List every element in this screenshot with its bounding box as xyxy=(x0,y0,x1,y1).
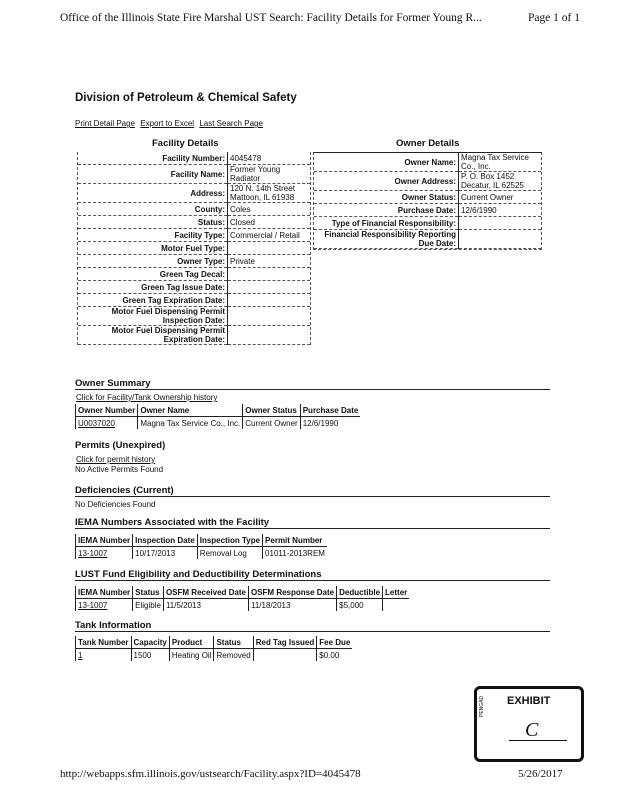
iema-grid xyxy=(75,534,327,559)
iema-cell: 10/17/2013 xyxy=(133,547,198,560)
exhibit-side-text: PENGAD xyxy=(479,695,485,717)
page-number: Page 1 of 1 xyxy=(527,12,580,24)
facility-detail-row xyxy=(78,184,310,203)
facility-detail-value: Commercial / Retail xyxy=(228,229,311,242)
owner-summary-column-header: Owner Status xyxy=(243,404,300,417)
tank-info-heading: Tank Information xyxy=(75,620,550,632)
lust-column-header: Status xyxy=(133,586,164,599)
facility-detail-row xyxy=(78,242,310,255)
owner-detail-value xyxy=(459,230,542,249)
print-header-title: Office of the Illinois State Fire Marshal UST Search: Facility Details for Former Young R... xyxy=(60,12,482,24)
facility-detail-row xyxy=(78,268,310,281)
iema-heading: IEMA Numbers Associated with the Facility xyxy=(75,517,550,529)
owner-detail-row xyxy=(314,204,541,217)
lust-cell: 11/5/2013 xyxy=(163,599,248,612)
owner-summary-header-row xyxy=(76,404,361,417)
facility-detail-label: Facility Name: xyxy=(78,165,228,184)
facility-detail-row xyxy=(78,203,310,216)
permits-heading: Permits (Unexpired) xyxy=(75,440,166,451)
facility-detail-label: Address: xyxy=(78,184,228,203)
owner-detail-value: P. O. Box 1452 Decatur, IL 62525 xyxy=(459,172,542,191)
export-excel-link[interactable]: Export to Excel xyxy=(140,119,195,128)
owner-summary-column-header: Purchase Date xyxy=(300,404,360,417)
owner-detail-label: Financial Responsibility Reporting Due Date: xyxy=(314,230,459,249)
facility-detail-label: Motor Fuel Dispensing Permit Inspection Date: xyxy=(78,307,228,326)
facility-detail-label: Status: xyxy=(78,216,228,229)
facility-details-heading: Facility Details xyxy=(152,138,219,149)
tank-column-header: Capacity xyxy=(131,636,169,649)
owner-detail-row xyxy=(314,153,541,172)
facility-detail-label: County: xyxy=(78,203,228,216)
owner-details-heading: Owner Details xyxy=(396,138,460,149)
owner-details-panel xyxy=(313,152,542,250)
tank-column-header: Product xyxy=(169,636,214,649)
facility-detail-row xyxy=(78,294,310,307)
facility-detail-label: Green Tag Decal: xyxy=(78,268,228,281)
tank-table xyxy=(75,636,352,661)
owner-detail-label: Type of Financial Responsibility: xyxy=(314,217,459,230)
iema-header-row xyxy=(76,534,327,547)
permits-none-text: No Active Permits Found xyxy=(75,465,164,474)
owner-detail-row xyxy=(314,230,541,249)
owner-summary-row xyxy=(76,417,361,430)
tank-cell: Heating Oil xyxy=(169,649,214,662)
facility-detail-row xyxy=(78,152,310,165)
facility-details-panel xyxy=(77,152,311,345)
facility-detail-row xyxy=(78,216,310,229)
iema-cell: 01011-2013REM xyxy=(263,547,327,560)
facility-detail-label: Motor Fuel Type: xyxy=(78,242,228,255)
facility-details-table xyxy=(78,152,310,345)
exhibit-letter: C xyxy=(525,719,539,741)
facility-detail-value: Closed xyxy=(228,216,311,229)
owner-detail-label: Owner Address: xyxy=(314,172,459,191)
owner-summary-cell: Current Owner xyxy=(243,417,300,430)
lust-column-header: Letter xyxy=(383,586,410,599)
owner-summary-grid xyxy=(75,404,360,429)
lust-header-row xyxy=(76,586,410,599)
tank-column-header: Red Tag Issued xyxy=(253,636,317,649)
owner-summary-column-header: Owner Number xyxy=(76,404,138,417)
lust-column-header: OSFM Response Date xyxy=(248,586,336,599)
owner-detail-value xyxy=(459,217,542,230)
footer-url: http://webapps.sfm.illinois.gov/ustsearch/Facility.aspx?ID=4045478 xyxy=(60,768,361,780)
lust-cell xyxy=(383,599,410,612)
exhibit-line xyxy=(509,740,567,741)
tank-column-header: Fee Due xyxy=(317,636,353,649)
iema-table xyxy=(75,534,327,559)
owner-summary-cell[interactable]: U0037020 xyxy=(76,417,138,430)
owner-detail-value: Current Owner xyxy=(459,191,542,204)
iema-cell[interactable]: 13-1007 xyxy=(76,547,133,560)
lust-heading: LUST Fund Eligibility and Deductibility Determinations xyxy=(75,569,550,581)
lust-cell[interactable]: 13-1007 xyxy=(76,599,133,612)
deficiencies-none-text: No Deficiencies Found xyxy=(75,500,156,509)
tank-cell: $0.00 xyxy=(317,649,353,662)
owner-detail-value: Magna Tax Service Co., Inc. xyxy=(459,153,542,172)
print-header xyxy=(60,12,580,24)
facility-detail-value xyxy=(228,307,311,326)
facility-detail-value: 120 N. 14th Street Mattoon, IL 61938 xyxy=(228,184,311,203)
facility-detail-value xyxy=(228,281,311,294)
owner-detail-value: 12/6/1990 xyxy=(459,204,542,217)
iema-column-header: Inspection Date xyxy=(133,534,198,547)
lust-grid xyxy=(75,586,409,611)
owner-detail-row xyxy=(314,172,541,191)
iema-column-header: Inspection Type xyxy=(197,534,262,547)
facility-detail-label: Green Tag Issue Date: xyxy=(78,281,228,294)
tank-row xyxy=(76,649,353,662)
facility-detail-value xyxy=(228,268,311,281)
facility-detail-value: 4045478 xyxy=(228,152,311,165)
ownership-history-link[interactable]: Click for Facility/Tank Ownership history xyxy=(76,393,218,402)
facility-detail-label: Owner Type: xyxy=(78,255,228,268)
owner-summary-heading: Owner Summary xyxy=(75,378,550,390)
facility-detail-value: Coles xyxy=(228,203,311,216)
lust-table xyxy=(75,586,409,611)
page-links xyxy=(75,119,266,128)
footer-date: 5/26/2017 xyxy=(518,768,563,780)
last-search-link[interactable]: Last Search Page xyxy=(199,119,263,128)
tank-header-row xyxy=(76,636,353,649)
tank-cell xyxy=(253,649,317,662)
lust-row xyxy=(76,599,410,612)
owner-summary-column-header: Owner Name xyxy=(138,404,243,417)
lust-cell: 11/18/2013 xyxy=(248,599,336,612)
permit-history-link[interactable]: Click for permit history xyxy=(76,455,156,464)
owner-summary-table xyxy=(75,404,360,429)
facility-detail-value xyxy=(228,294,311,307)
owner-detail-label: Owner Status: xyxy=(314,191,459,204)
lust-column-header: Deductible xyxy=(337,586,383,599)
facility-detail-label: Facility Type: xyxy=(78,229,228,242)
facility-detail-row xyxy=(78,281,310,294)
facility-detail-value xyxy=(228,242,311,255)
tank-cell: Removed xyxy=(214,649,253,662)
owner-detail-row xyxy=(314,191,541,204)
owner-detail-label: Purchase Date: xyxy=(314,204,459,217)
lust-column-header: IEMA Number xyxy=(76,586,133,599)
owner-detail-label: Owner Name: xyxy=(314,153,459,172)
tank-column-header: Status xyxy=(214,636,253,649)
tank-cell: 1500 xyxy=(131,649,169,662)
lust-cell: $5,000 xyxy=(337,599,383,612)
owner-summary-cell: Magna Tax Service Co., Inc. xyxy=(138,417,243,430)
exhibit-title: EXHIBIT xyxy=(507,695,551,707)
owner-detail-row xyxy=(314,217,541,230)
lust-column-header: OSFM Received Date xyxy=(163,586,248,599)
print-detail-link[interactable]: Print Detail Page xyxy=(75,119,136,128)
facility-detail-row xyxy=(78,165,310,184)
facility-detail-value: Private xyxy=(228,255,311,268)
iema-column-header: Permit Number xyxy=(263,534,327,547)
iema-column-header: IEMA Number xyxy=(76,534,133,547)
lust-cell: Eligible xyxy=(133,599,164,612)
tank-grid xyxy=(75,636,352,661)
iema-row xyxy=(76,547,327,560)
facility-detail-row xyxy=(78,255,310,268)
facility-detail-row xyxy=(78,326,310,345)
facility-detail-value xyxy=(228,326,311,345)
facility-detail-row xyxy=(78,229,310,242)
facility-detail-row xyxy=(78,307,310,326)
owner-summary-cell: 12/6/1990 xyxy=(300,417,360,430)
facility-detail-label: Facility Number: xyxy=(78,152,228,165)
tank-cell[interactable]: 1 xyxy=(76,649,132,662)
deficiencies-heading: Deficiencies (Current) xyxy=(75,485,550,497)
facility-detail-label: Motor Fuel Dispensing Permit Expiration Date: xyxy=(78,326,228,345)
iema-cell: Removal Log xyxy=(197,547,262,560)
exhibit-sticker xyxy=(474,686,584,762)
facility-detail-label: Green Tag Expiration Date: xyxy=(78,294,228,307)
tank-column-header: Tank Number xyxy=(76,636,132,649)
owner-details-table xyxy=(314,153,541,249)
facility-detail-value: Former Young Radiator xyxy=(228,165,311,184)
division-title: Division of Petroleum & Chemical Safety xyxy=(75,92,297,104)
